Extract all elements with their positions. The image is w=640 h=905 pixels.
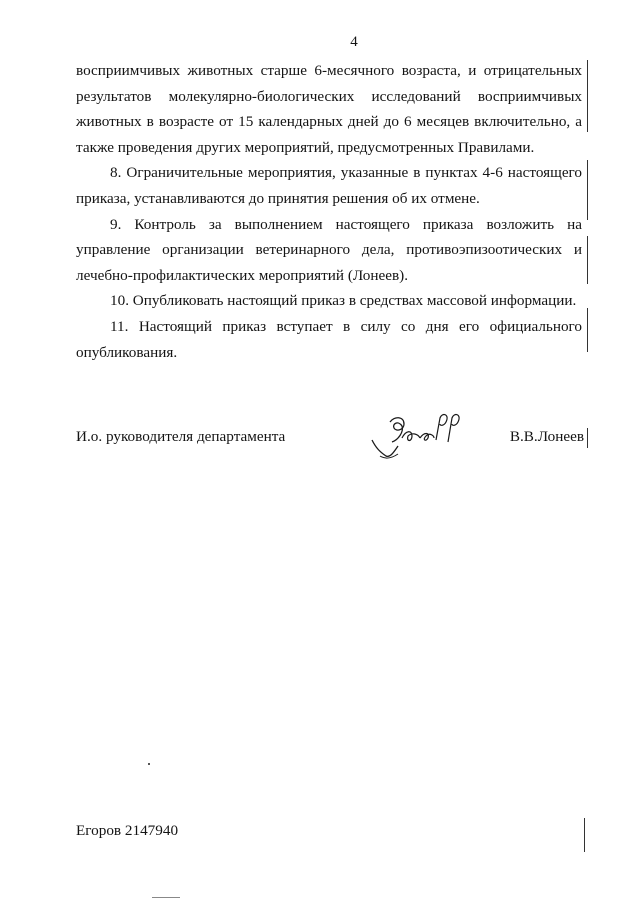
paragraph-continuation: восприимчивых животных старше 6-месячного возраста, и отрицательных результатов молекулярно-биологических исследований восприимчивых животных в возрасте от 15 календарных дней до 6 месяцев включительно, а также проведения других мероприятий, предусмотренных Правилами. [76, 62, 582, 156]
handwritten-signature [368, 412, 464, 464]
scan-margin-line [587, 60, 588, 132]
scan-speck [152, 897, 180, 898]
scan-margin-line [584, 818, 585, 852]
scan-margin-line [587, 308, 588, 352]
paragraph-8: 8. Ограничительные мероприятия, указанные в пунктах 4-6 настоящего приказа, устанавливаются до принятия решения об их отмене. [76, 164, 582, 207]
signature-block [76, 428, 584, 476]
signatory-title: И.о. руководителя департамента [76, 428, 286, 445]
scan-margin-line [587, 236, 588, 284]
scan-margin-line [587, 428, 588, 448]
signatory-name: В.В.Лонеев [509, 428, 584, 445]
paragraph-9: 9. Контроль за выполнением настоящего приказа возложить на управление организации ветеринарного дела, противоэпизоотических и лечебно-профилактических мероприятий (Лонеев). [76, 215, 582, 284]
page-number: 4 [350, 34, 358, 50]
scan-speck [148, 763, 150, 765]
document-body [76, 58, 582, 365]
paragraph-11: 11. Настоящий приказ вступает в силу со дня его официального опубликования. [76, 317, 582, 361]
paragraph-10: 10. Опубликовать настоящий приказ в средствах массовой информации. [110, 292, 577, 310]
executor-note: Егоров 2147940 [76, 822, 179, 839]
scan-margin-line [587, 160, 588, 220]
